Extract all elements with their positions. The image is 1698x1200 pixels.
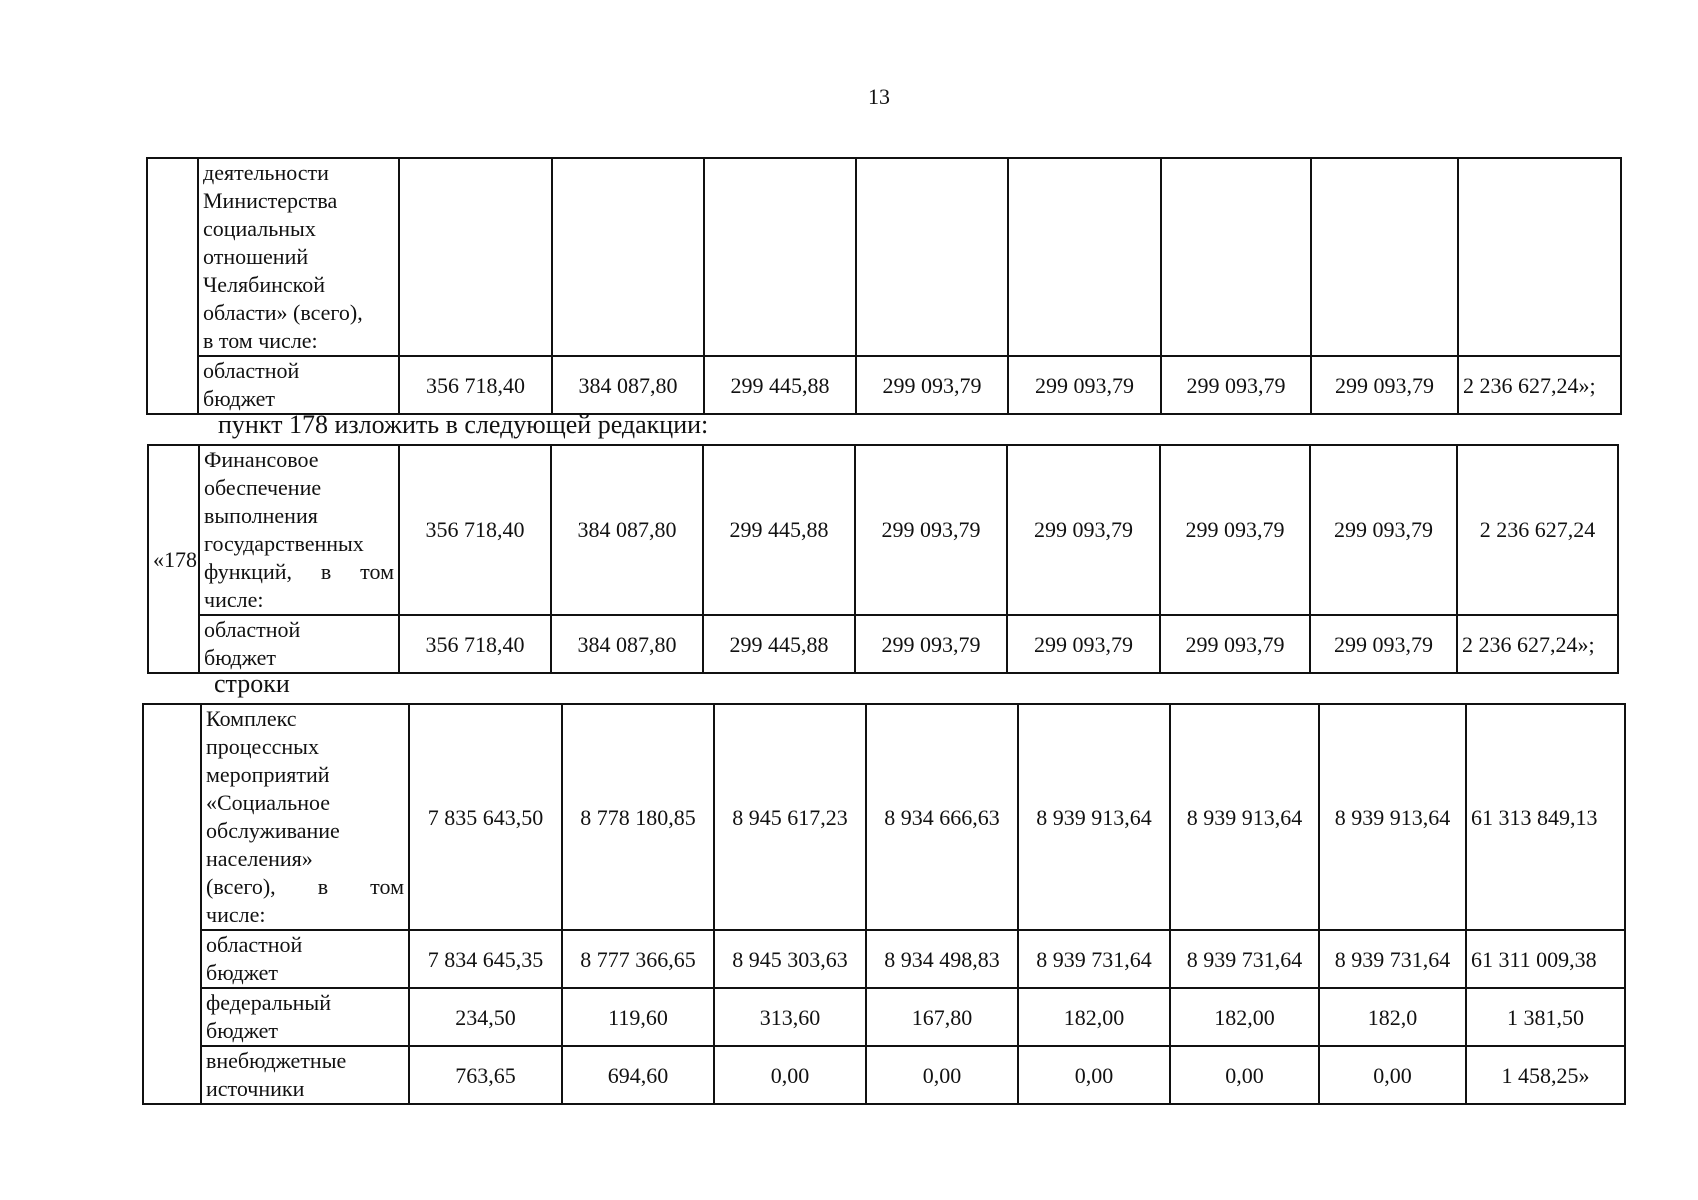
value-cell: 1 381,50	[1466, 988, 1625, 1046]
value-cell: 299 093,79	[855, 615, 1007, 673]
value-cell	[1311, 158, 1458, 356]
value-cell: 61 311 009,38	[1466, 930, 1625, 988]
row-label: федеральный бюджет	[201, 988, 409, 1046]
budget-table-3	[142, 703, 1626, 1105]
value-cell: 0,00	[866, 1046, 1018, 1104]
value-cell: 763,65	[409, 1046, 562, 1104]
value-cell: 384 087,80	[552, 356, 704, 414]
row-label: Комплекс процессных мероприятий «Социальное обслуживание населения» (всего), в том числе:	[201, 704, 409, 930]
value-cell: 8 939 913,64	[1018, 704, 1170, 930]
value-cell: 2 236 627,24»;	[1458, 356, 1621, 414]
row-label: деятельности Министерства социальных отношений Челябинской области» (всего), в том числе:	[198, 158, 399, 356]
value-cell: 0,00	[714, 1046, 866, 1104]
value-cell: 299 093,79	[1311, 356, 1458, 414]
value-cell: 61 313 849,13	[1466, 704, 1625, 930]
row-label: внебюджетные источники	[201, 1046, 409, 1104]
value-cell: 299 093,79	[1310, 445, 1457, 615]
value-cell: 299 093,79	[855, 445, 1007, 615]
value-cell: 8 939 731,64	[1319, 930, 1466, 988]
value-cell: 182,00	[1170, 988, 1319, 1046]
value-cell	[1161, 158, 1311, 356]
page-number: 13	[868, 84, 890, 109]
value-cell: 8 945 303,63	[714, 930, 866, 988]
row-label: областной бюджет	[198, 356, 399, 414]
value-cell: 0,00	[1170, 1046, 1319, 1104]
table-row	[147, 356, 1621, 414]
value-cell: 299 445,88	[703, 445, 855, 615]
value-cell: 0,00	[1018, 1046, 1170, 1104]
value-cell: 299 093,79	[1008, 356, 1161, 414]
value-cell: 8 939 913,64	[1319, 704, 1466, 930]
value-cell	[1458, 158, 1621, 356]
value-cell: 7 835 643,50	[409, 704, 562, 930]
value-cell: 8 934 666,63	[866, 704, 1018, 930]
table-row	[148, 615, 1618, 673]
value-cell	[856, 158, 1008, 356]
table-row	[143, 930, 1625, 988]
value-cell: 8 934 498,83	[866, 930, 1018, 988]
value-cell: 182,0	[1319, 988, 1466, 1046]
value-cell: 234,50	[409, 988, 562, 1046]
row-index-cell	[147, 158, 198, 414]
value-cell: 8 939 731,64	[1170, 930, 1319, 988]
instruction-text: пункт 178 изложить в следующей редакции:	[218, 410, 709, 439]
value-cell: 694,60	[562, 1046, 714, 1104]
value-cell: 8 939 731,64	[1018, 930, 1170, 988]
value-cell: 182,00	[1018, 988, 1170, 1046]
value-cell: 167,80	[866, 988, 1018, 1046]
value-cell: 7 834 645,35	[409, 930, 562, 988]
value-cell: 384 087,80	[551, 615, 703, 673]
table-row	[143, 704, 1625, 930]
value-cell: 356 718,40	[399, 615, 551, 673]
value-cell: 8 778 180,85	[562, 704, 714, 930]
table-row	[143, 1046, 1625, 1104]
instruction-text: строки	[214, 669, 290, 698]
table-row	[143, 988, 1625, 1046]
value-cell: 8 945 617,23	[714, 704, 866, 930]
row-index-cell: «178	[148, 445, 199, 673]
value-cell	[552, 158, 704, 356]
value-cell	[399, 158, 552, 356]
value-cell: 356 718,40	[399, 356, 552, 414]
budget-table-1	[146, 157, 1622, 415]
value-cell: 299 093,79	[1007, 615, 1160, 673]
value-cell: 299 093,79	[1160, 445, 1310, 615]
value-cell: 119,60	[562, 988, 714, 1046]
value-cell: 0,00	[1319, 1046, 1466, 1104]
value-cell: 8 777 366,65	[562, 930, 714, 988]
value-cell: 313,60	[714, 988, 866, 1046]
budget-table-2	[147, 444, 1619, 674]
value-cell: 356 718,40	[399, 445, 551, 615]
value-cell: 1 458,25»	[1466, 1046, 1625, 1104]
value-cell: 8 939 913,64	[1170, 704, 1319, 930]
value-cell: 299 093,79	[1310, 615, 1457, 673]
value-cell: 299 093,79	[1161, 356, 1311, 414]
row-index-cell	[143, 704, 201, 1104]
value-cell: 299 445,88	[704, 356, 856, 414]
value-cell	[704, 158, 856, 356]
value-cell: 299 093,79	[1160, 615, 1310, 673]
value-cell	[1008, 158, 1161, 356]
value-cell: 299 093,79	[1007, 445, 1160, 615]
value-cell: 384 087,80	[551, 445, 703, 615]
row-label: областной бюджет	[201, 930, 409, 988]
table-row	[147, 158, 1621, 356]
value-cell: 299 445,88	[703, 615, 855, 673]
value-cell: 2 236 627,24»;	[1457, 615, 1618, 673]
value-cell: 2 236 627,24	[1457, 445, 1618, 615]
row-label: областной бюджет	[199, 615, 399, 673]
table-row	[148, 445, 1618, 615]
value-cell: 299 093,79	[856, 356, 1008, 414]
row-label: Финансовое обеспечение выполнения государственных функций, в том числе:	[199, 445, 399, 615]
